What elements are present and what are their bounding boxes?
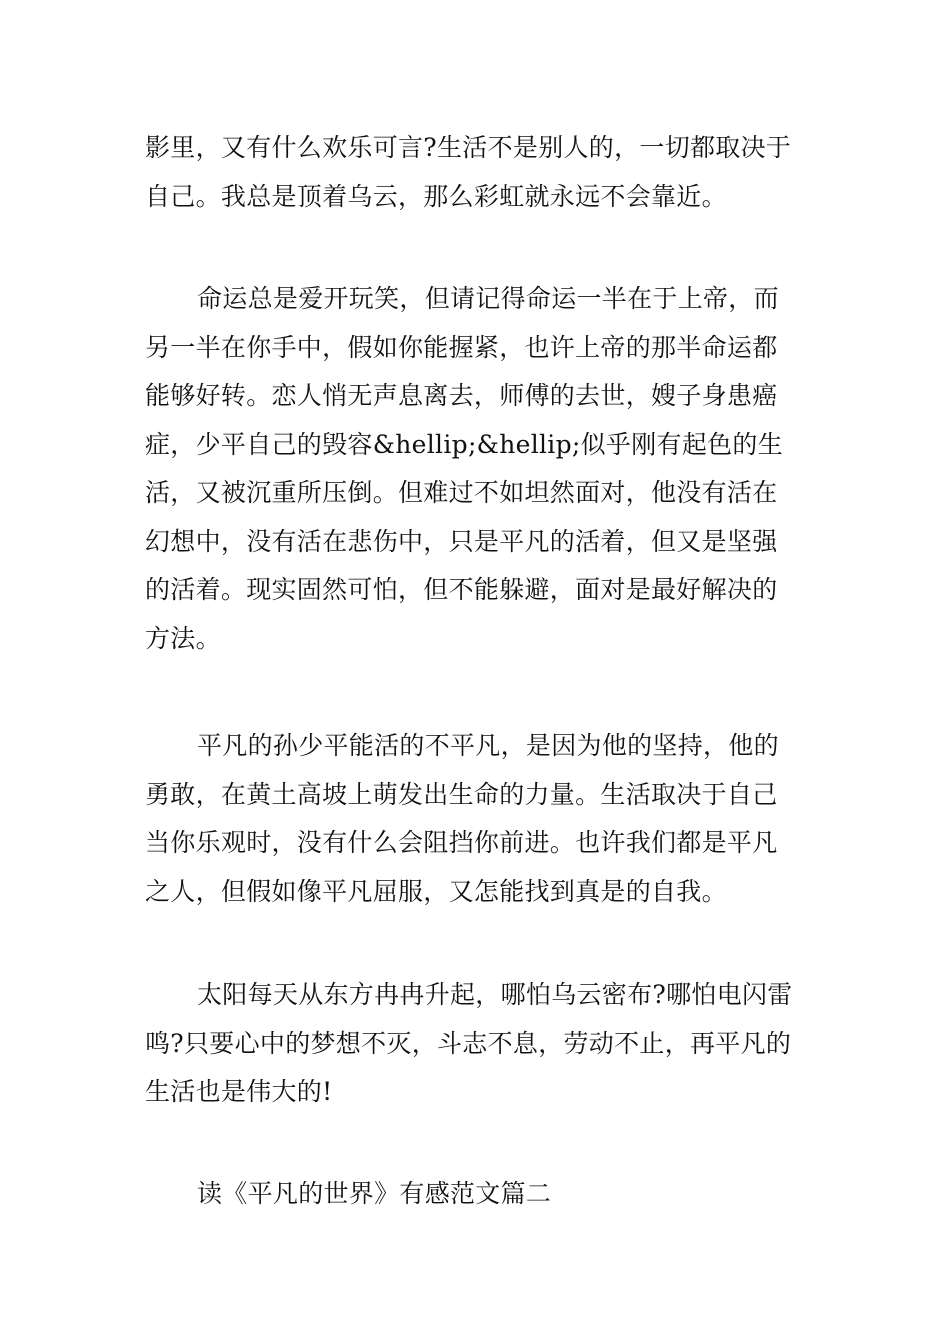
paragraph-line: 的活着。现实固然可怕，但不能躲避，面对是最好解决的 <box>145 575 778 604</box>
paragraph-line: 平凡的孙少平能活的不平凡，是因为他的坚持，他的 <box>197 731 779 760</box>
paragraph-line: 自己。我总是顶着乌云，那么彩虹就永远不会靠近。 <box>145 181 727 211</box>
paragraph-line: 影里，又有什么欢乐可言?生活不是别人的，一切都取决于 <box>145 133 792 162</box>
paragraph-4 <box>145 971 810 1117</box>
paragraph-2 <box>145 275 810 663</box>
paragraph-line: 方法。 <box>145 623 221 653</box>
paragraph-line: 鸣?只要心中的梦想不灭，斗志不息，劳动不止，再平凡的 <box>145 1028 792 1058</box>
paragraph-line: 能够好转。恋人悄无声息离去，师傅的去世，嫂子身患癌 <box>145 381 778 410</box>
paragraph-1 <box>145 124 810 221</box>
paragraph-line: 命运总是爱开玩笑，但请记得命运一半在于上帝，而 <box>197 284 779 313</box>
paragraph-line: 生活也是伟大的! <box>145 1077 333 1106</box>
paragraph-line: 另一半在你手中，假如你能握紧，也许上帝的那半命运都 <box>145 332 778 362</box>
paragraph-line: 幻想中，没有活在悲伤中，只是平凡的活着，但又是坚强 <box>145 526 778 556</box>
paragraph-line: 之人，但假如像平凡屈服，又怎能找到真是的自我。 <box>145 876 727 906</box>
paragraph-line: 勇敢，在黄土高坡上萌发出生命的力量。生活取决于自己 <box>145 779 778 809</box>
paragraph-line: 太阳每天从东方冉冉升起，哪怕乌云密布?哪怕电闪雷 <box>197 980 793 1009</box>
paragraph-line: 当你乐观时，没有什么会阻挡你前进。也许我们都是平凡 <box>145 828 778 857</box>
paragraph-line: 症，少平自己的毁容&hellip;&hellip;似乎刚有起色的生 <box>145 429 784 459</box>
section-heading-text: 读《平凡的世界》有感范文篇二 <box>197 1179 552 1208</box>
paragraph-3 <box>145 722 810 916</box>
section-heading <box>145 1170 810 1219</box>
paragraph-line: 活，又被沉重所压倒。但难过不如坦然面对，他没有活在 <box>145 478 778 507</box>
